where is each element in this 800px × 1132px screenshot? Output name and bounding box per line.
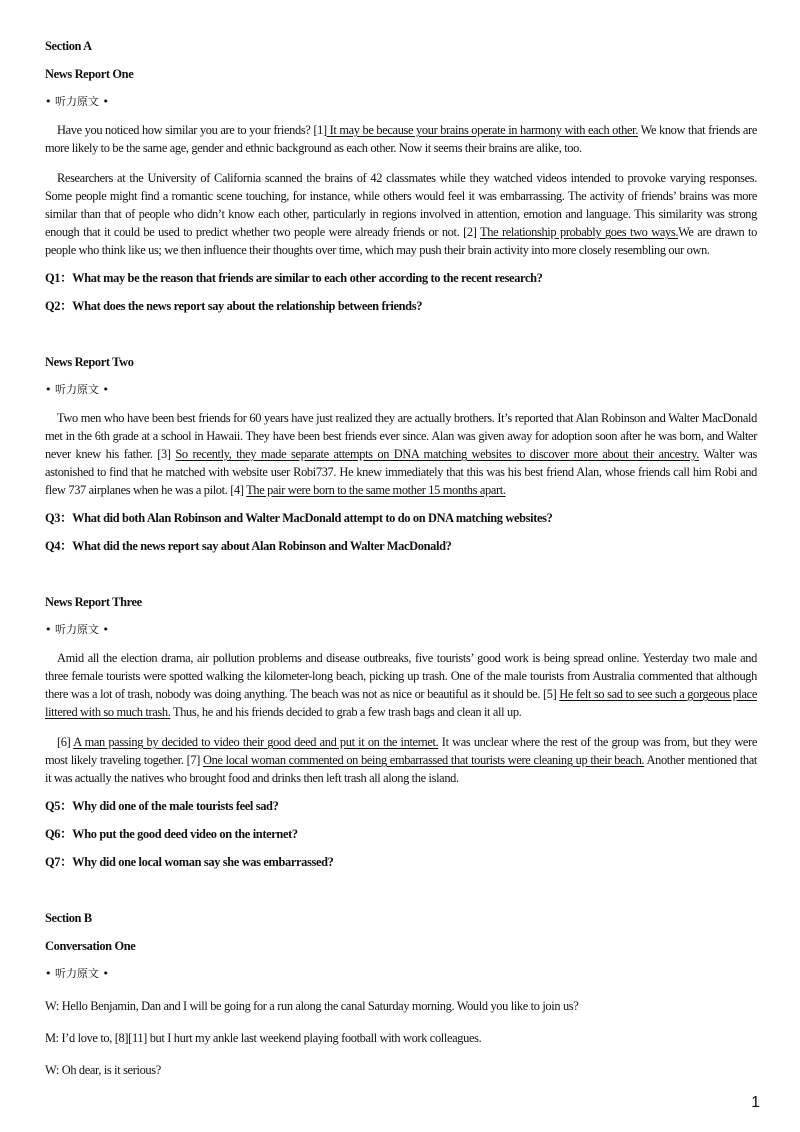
question-q3: Q3：What did both Alan Robinson and Walter MacDonald attempt to do on DNA matching websites? bbox=[45, 511, 553, 525]
listening-transcript-tag: • 听力原文 • bbox=[45, 623, 109, 636]
report1-paragraph-2 bbox=[45, 169, 757, 259]
conversation-one-heading: Conversation One bbox=[45, 939, 136, 953]
underlined-answer-text: A man passing by decided to video their good deed and put it on the internet. bbox=[73, 735, 439, 749]
news-report-one-heading: News Report One bbox=[45, 67, 134, 81]
report3-paragraph-1 bbox=[45, 649, 757, 721]
underlined-answer-text: He felt so sad to see such a gorgeous place littered with so much trash. bbox=[45, 687, 757, 719]
news-report-three-heading: News Report Three bbox=[45, 595, 142, 609]
report2-paragraph-1 bbox=[45, 409, 757, 499]
text-run: Walter was astonished to find that he matched with website user Robi737. He knew immediately that this was his best friend Alan, whose friends call him Robi and flew 737 airplanes when he was a pilot. [4] bbox=[45, 447, 757, 497]
text-run: Have you noticed how similar you are to your friends? [1] bbox=[57, 123, 327, 137]
text-run: We are drawn to people who think like us; we then influence their thoughts over time, which may push their brain activity into more closely resembling our own. bbox=[45, 225, 757, 257]
question-q6: Q6：Who put the good deed video on the internet? bbox=[45, 827, 298, 841]
underlined-answer-text: One local woman commented on being embarrassed that tourists were cleaning up their beach. bbox=[203, 753, 645, 767]
text-run: Amid all the election drama, air pollution problems and disease outbreaks, five tourists’ good work is being spread online. Yesterday two male and three female tourists were spotted walking the kilometer-long beach, picking up trash. One of the male tourists from Australia commented that although there was a lot of trash, nobody was doing anything. The beach was not as nice or beautiful as it should be. [5] bbox=[45, 651, 757, 701]
question-q7: Q7：Why did one local woman say she was embarrassed? bbox=[45, 855, 334, 869]
question-q5: Q5：Why did one of the male tourists feel sad? bbox=[45, 799, 279, 813]
text-run: It was unclear where the rest of the group was from, but they were most likely traveling together. [7] bbox=[45, 735, 757, 767]
conversation-line: W: Oh dear, is it serious? bbox=[45, 1063, 161, 1077]
listening-transcript-tag: • 听力原文 • bbox=[45, 95, 109, 108]
section-a-heading: Section A bbox=[45, 39, 92, 53]
question-q4: Q4：What did the news report say about Alan Robinson and Walter MacDonald? bbox=[45, 539, 452, 553]
page-number: 1 bbox=[751, 1094, 760, 1111]
listening-transcript-tag: • 听力原文 • bbox=[45, 383, 109, 396]
underlined-answer-text: The pair were born to the same mother 15 months apart. bbox=[246, 483, 506, 497]
text-run: We know that friends are more likely to be the same age, gender and ethnic background as each other. Now it seems their brains are alike, too. bbox=[45, 123, 757, 155]
text-run: Another mentioned that it was actually the natives who brought food and drinks then left trash all along the island. bbox=[45, 753, 758, 785]
text-run: [6] bbox=[57, 735, 74, 749]
listening-transcript-tag: • 听力原文 • bbox=[45, 967, 109, 980]
section-b-heading: Section B bbox=[45, 911, 92, 925]
report1-paragraph-1 bbox=[45, 121, 757, 157]
conversation-line: W: Hello Benjamin, Dan and I will be going for a run along the canal Saturday morning. Would you like to join us? bbox=[45, 999, 579, 1013]
text-run: Researchers at the University of California scanned the brains of 42 classmates while they watched videos intended to provoke varying responses. Some people might find a romantic scene touching, for instance, while others would feel it was embarrassing. The activity of friends’ brains was more similar than that of people who didn’t know each other, particularly in regions involved in attention, emotion and language. This similarity was strong enough that it could be used to predict whether two people were already friends or not. [2] bbox=[45, 171, 757, 239]
report3-paragraph-2 bbox=[45, 733, 757, 787]
conversation-line: M: I’d love to, [8][11] but I hurt my ankle last weekend playing football with work colleagues. bbox=[45, 1031, 482, 1045]
underlined-answer-text: It may be because your brains operate in harmony with each other. bbox=[326, 123, 638, 137]
news-report-two-heading: News Report Two bbox=[45, 355, 134, 369]
text-run: Thus, he and his friends decided to grab a few trash bags and clean it all up. bbox=[170, 705, 522, 719]
document-page bbox=[45, 37, 757, 1079]
text-run: Two men who have been best friends for 60 years have just realized they are actually brothers. It’s reported that Alan Robinson and Walter MacDonald met in the 6th grade at a school in Hawaii. They have been best friends ever since. Alan was given away for adoption soon after he was born, and Walter never knew his father. [3] bbox=[45, 411, 757, 461]
underlined-answer-text: The relationship probably goes two ways. bbox=[480, 225, 679, 239]
question-q2: Q2：What does the news report say about the relationship between friends? bbox=[45, 299, 423, 313]
underlined-answer-text: So recently, they made separate attempts on DNA matching websites to discover more about their ancestry. bbox=[175, 447, 699, 461]
question-q1: Q1：What may be the reason that friends are similar to each other according to the recent research? bbox=[45, 271, 543, 285]
